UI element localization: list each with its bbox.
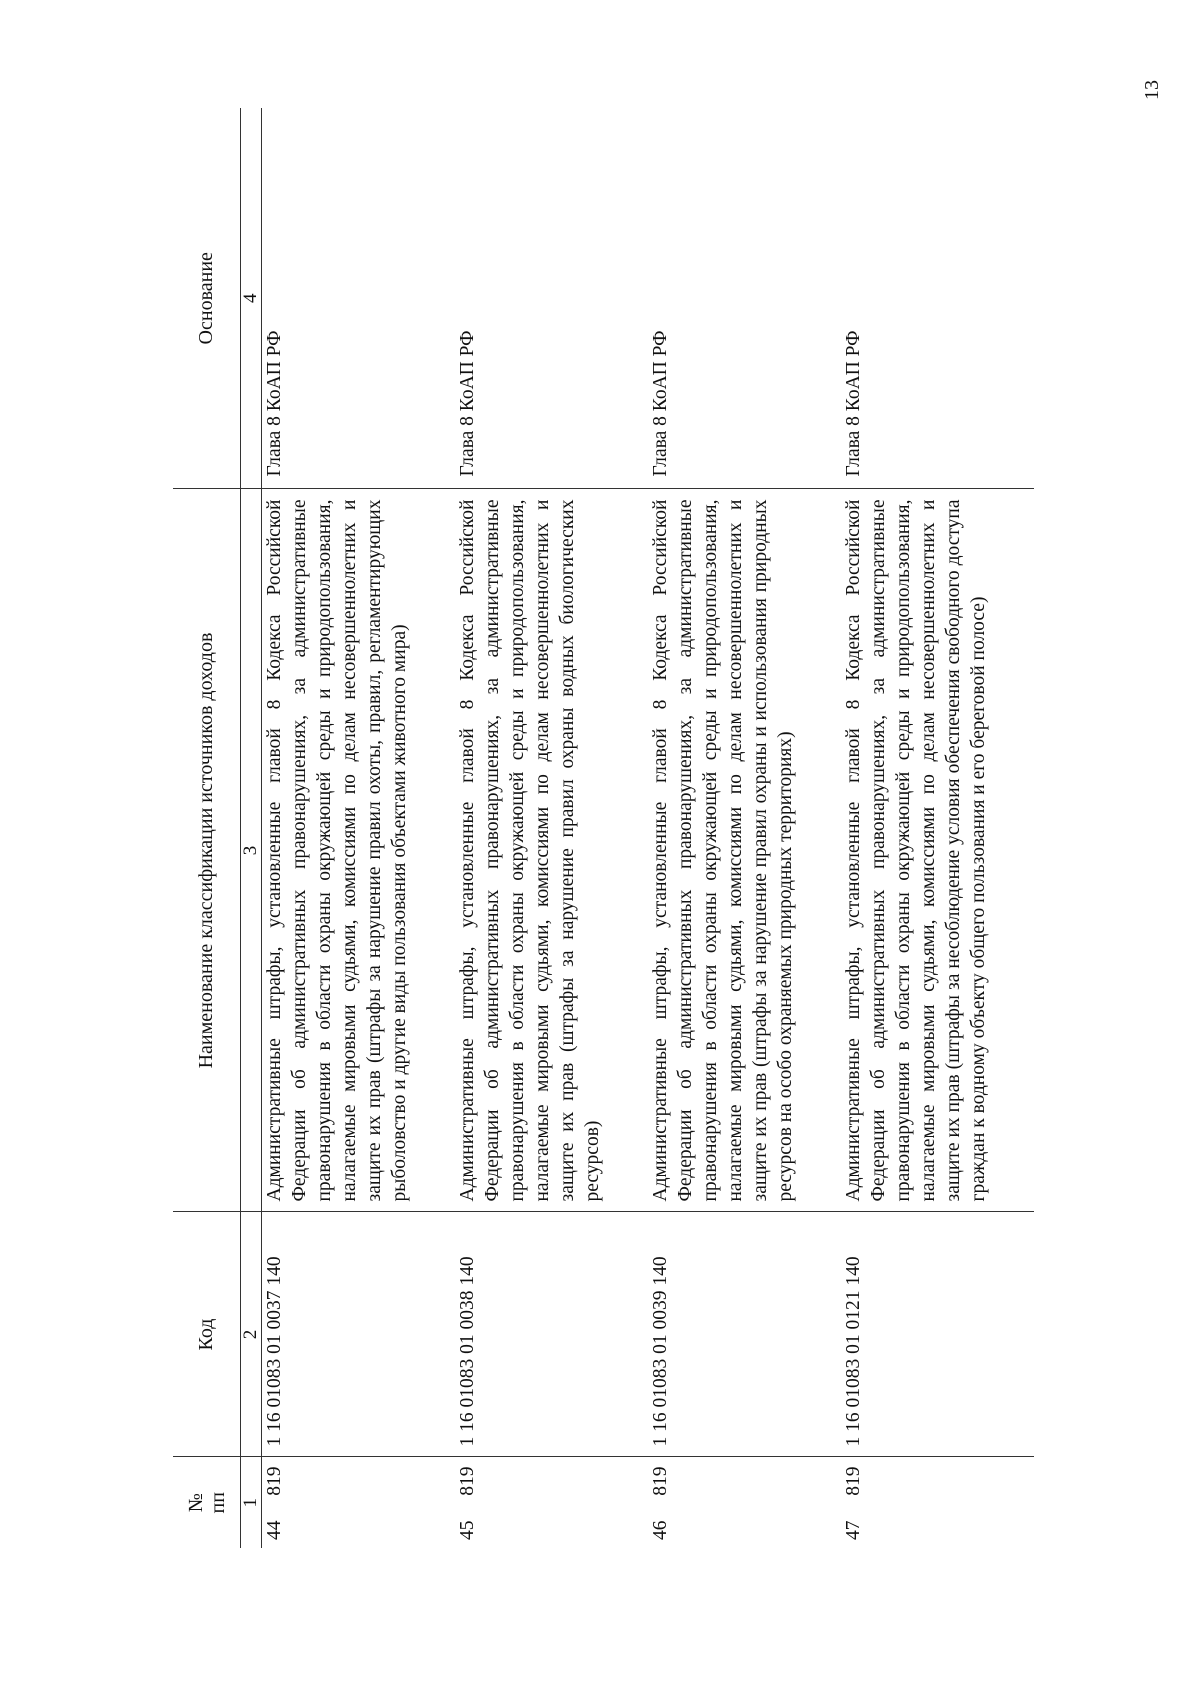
column-number: 4: [241, 108, 262, 489]
table-row: [841, 108, 1034, 1548]
document-sheet: [173, 108, 1013, 1548]
row-number-cell: [455, 1457, 648, 1548]
header-name: Наименование классификации источников доходов: [173, 489, 241, 1212]
revenue-code: 1 16 01083 01 0121 140: [841, 1212, 1034, 1457]
column-number-row: [241, 108, 262, 1548]
revenue-name: Административные штрафы, установленные главой 8 Кодекса Российской Федерации об административных правонарушениях, за административные правонарушения в области охраны окружающей среды и природопользования, налагаемые мировыми судьями, комиссиями по делам несовершеннолетних и защите их прав (штрафы за нарушение правил охоты, правил, регламентирующих рыболовство и другие виды пользования объектами животного мира): [262, 489, 456, 1212]
row-number-cell: [648, 1457, 841, 1548]
row-number: 46: [650, 1520, 671, 1540]
table-row: [455, 108, 648, 1548]
row-number-cell: [262, 1457, 456, 1548]
header-basis: Основание: [173, 108, 241, 489]
page-number: 13: [1141, 80, 1163, 100]
row-number-cell: [841, 1457, 1034, 1548]
admin-code: 819: [650, 1466, 671, 1496]
header-row: [173, 108, 241, 1548]
legal-basis: Глава 8 КоАП РФ: [457, 330, 478, 477]
revenue-name: Административные штрафы, установленные главой 8 Кодекса Российской Федерации об административных правонарушениях, за административные правонарушения в области охраны окружающей среды и природопользования, налагаемые мировыми судьями, комиссиями по делам несовершеннолетних и защите их прав (штрафы за нарушение правил охраны и использования природных ресурсов на особо охраняемых природных территориях): [648, 489, 841, 1212]
admin-code: 819: [264, 1466, 285, 1496]
revenue-code: 1 16 01083 01 0039 140: [648, 1212, 841, 1457]
legal-basis: Глава 8 КоАП РФ: [264, 330, 285, 477]
header-number-abbr: пп: [206, 1492, 229, 1514]
column-number: 1: [241, 1457, 262, 1548]
admin-code: 819: [843, 1466, 864, 1496]
revenue-classification-table: [173, 108, 1034, 1548]
legal-basis: Глава 8 КоАП РФ: [843, 330, 864, 477]
row-number: 47: [843, 1520, 864, 1540]
admin-code: 819: [457, 1466, 478, 1496]
header-number: [173, 1457, 241, 1548]
table-row: [262, 108, 456, 1548]
row-number: 45: [457, 1520, 478, 1540]
row-number: 44: [264, 1520, 285, 1540]
column-number: 2: [241, 1212, 262, 1457]
revenue-name: Административные штрафы, установленные главой 8 Кодекса Российской Федерации об административных правонарушениях, за административные правонарушения в области охраны окружающей среды и природопользования, налагаемые мировыми судьями, комиссиями по делам несовершеннолетних и защите их прав (штрафы за несоблюдение условия обеспечения свободного доступа граждан к водному объекту общего пользования и его береговой полосе): [841, 489, 1034, 1212]
column-number: 3: [241, 489, 262, 1212]
revenue-code: 1 16 01083 01 0037 140: [262, 1212, 456, 1457]
table-row: [648, 108, 841, 1548]
legal-basis: Глава 8 КоАП РФ: [650, 330, 671, 477]
header-code: Код: [173, 1212, 241, 1457]
revenue-code: 1 16 01083 01 0038 140: [455, 1212, 648, 1457]
header-number-symbol: №: [184, 1493, 207, 1513]
revenue-name: Административные штрафы, установленные главой 8 Кодекса Российской Федерации об административных правонарушениях, за административные правонарушения в области охраны окружающей среды и природопользования, налагаемые мировыми судьями, комиссиями по делам несовершеннолетних и защите их прав (штрафы за нарушение правил охраны водных биологических ресурсов): [455, 489, 648, 1212]
